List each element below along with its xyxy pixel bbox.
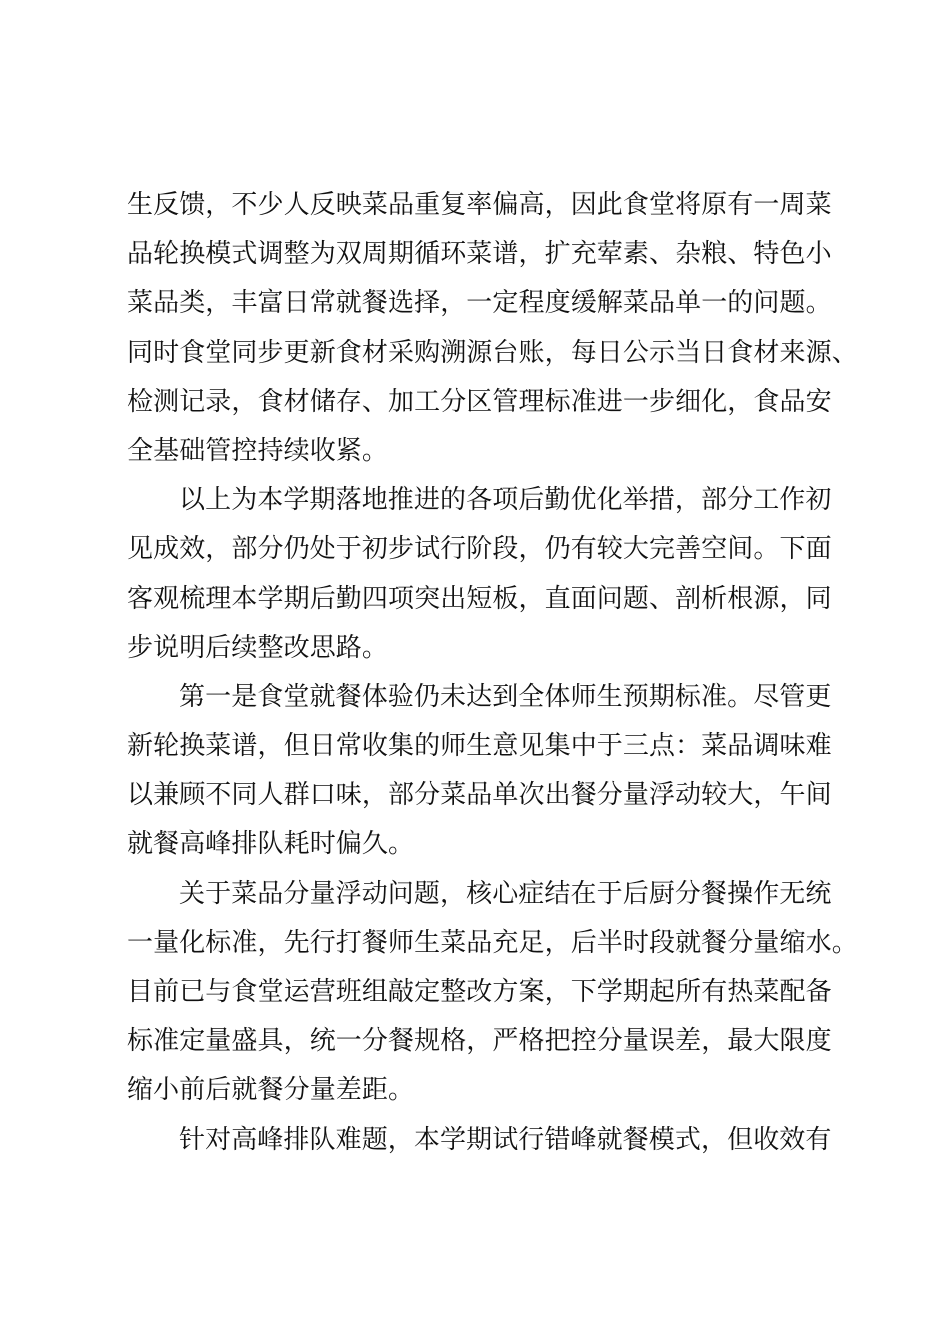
text-line: 步说明后续整改思路。 — [127, 632, 389, 663]
text-line: 品轮换模式调整为双周期循环菜谱，扩充荤素、杂粮、特色小 — [127, 239, 832, 270]
text-line: 关于菜品分量浮动问题，核心症结在于后厨分餐操作无统 — [179, 878, 832, 909]
paragraph-3 — [127, 673, 847, 870]
text-line: 就餐高峰排队耗时偏久。 — [127, 829, 415, 860]
paragraph-1 — [127, 181, 858, 476]
text-line: 目前已与食堂运营班组敲定整改方案，下学期起所有热菜配备 — [127, 977, 832, 1007]
document-body — [127, 181, 858, 1165]
text-line: 客观梳理本学期后勤四项突出短板，直面问题、剖析根源，同 — [127, 583, 832, 614]
text-line: 检测记录，食材储存、加工分区管理标准进一步细化，食品安 — [127, 386, 832, 417]
text-line: 一量化标准，先行打餐师生菜品充足，后半时段就餐分量缩水。 — [127, 927, 858, 958]
text-line: 第一是食堂就餐体验仍未达到全体师生预期标准。尽管更 — [179, 681, 832, 712]
text-line: 同时食堂同步更新食材采购溯源台账，每日公示当日食材来源、 — [127, 337, 858, 368]
text-line: 生反馈，不少人反映菜品重复率偏高，因此食堂将原有一周菜 — [127, 190, 832, 220]
text-line: 见成效，部分仍处于初步试行阶段，仍有较大完善空间。下面 — [127, 534, 832, 565]
text-line: 以兼顾不同人群口味，部分菜品单次出餐分量浮动较大，午间 — [127, 780, 832, 811]
text-line: 菜品类，丰富日常就餐选择，一定程度缓解菜品单一的问题。 — [127, 288, 832, 319]
paragraph-4 — [127, 870, 858, 1116]
text-line: 针对高峰排队难题，本学期试行错峰就餐模式，但收效有 — [179, 1124, 832, 1155]
paragraph-5 — [127, 1116, 847, 1165]
text-line: 以上为本学期落地推进的各项后勤优化举措，部分工作初 — [179, 485, 832, 516]
paragraph-2 — [127, 476, 847, 673]
text-line: 标准定量盛具，统一分餐规格，严格把控分量误差，最大限度 — [127, 1026, 832, 1057]
text-line: 缩小前后就餐分量差距。 — [127, 1075, 415, 1106]
text-line: 全基础管控持续收紧。 — [127, 435, 389, 466]
text-line: 新轮换菜谱，但日常收集的师生意见集中于三点：菜品调味难 — [127, 731, 832, 762]
